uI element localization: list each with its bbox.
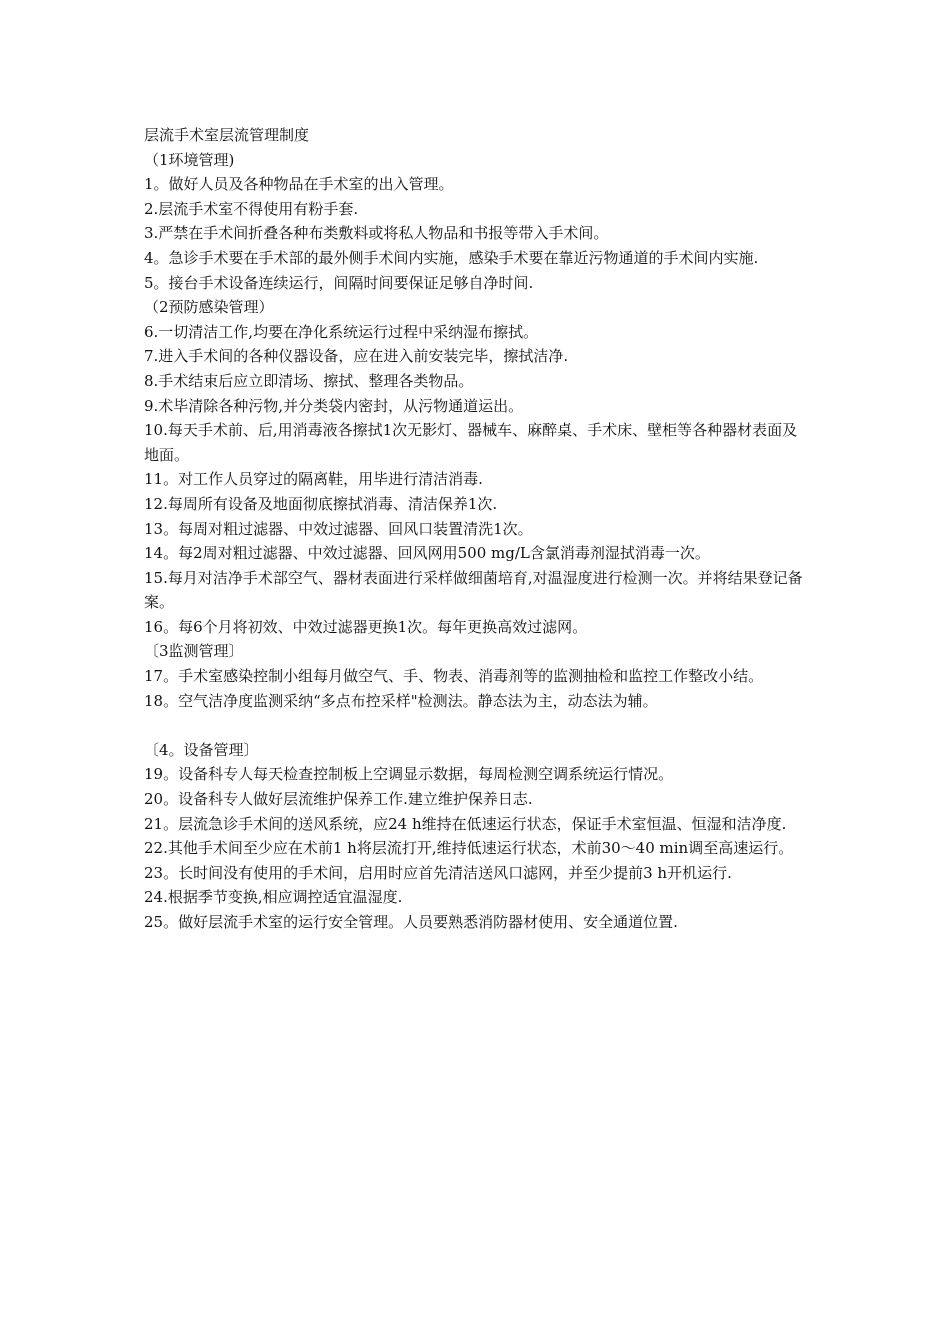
paragraph-line: 17。手术室感染控制小组每月做空气、手、物表、消毒剂等的监测抽检和监控工作整改小结。 [144, 667, 764, 686]
paragraph-line: 24.根据季节变换,相应调控适宜温湿度. [144, 888, 403, 907]
paragraph-line: 12.每周所有设备及地面彻底擦拭消毒、清洁保养1次. [144, 494, 498, 513]
blank-line [144, 713, 812, 738]
document-lines [144, 148, 812, 935]
paragraph-line: （2预防感染管理） [144, 298, 274, 317]
paragraph-line: 21。层流急诊手术间的送风系统，应24 h维持在低速运行状态，保证手术室恒温、恒湿和洁净度. [144, 814, 787, 833]
document-body [144, 123, 812, 935]
paragraph-line: 3.严禁在手术间折叠各种布类敷料或将私人物品和书报等带入手术间。 [144, 224, 609, 243]
paragraph-line: 11。对工作人员穿过的隔离鞋，用毕进行清洁消毒. [144, 470, 483, 489]
paragraph-line: 19。设备科专人每天检查控制板上空调显示数据，每周检测空调系统运行情况。 [144, 765, 674, 784]
paragraph-line: 2.层流手术室不得使用有粉手套. [144, 199, 359, 218]
paragraph-line: 5。接台手术设备连续运行，间隔时间要保证足够自净时间. [144, 273, 534, 292]
paragraph-line: 15.每月对洁净手术部空气、器材表面进行采样做细菌培育,对温湿度进行检测一次。并将结果登记备案。 [144, 568, 803, 612]
paragraph-line: 14。每2周对粗过滤器、中效过滤器、回风网用500 mg/L含氯消毒剂湿拭消毒一次。 [144, 544, 710, 563]
paragraph-line: 6.一切清洁工作,均要在净化系统运行过程中采纳湿布擦拭。 [144, 322, 539, 341]
paragraph-line: 〔3监测管理〕 [144, 642, 244, 661]
paragraph-line: 13。每周对粗过滤器、中效过滤器、回风口装置清洗1次。 [144, 519, 533, 538]
paragraph-line: 8.手术结束后应立即清场、擦拭、整理各类物品。 [144, 371, 474, 390]
paragraph-line: 18。空气洁净度监测采纳“多点布控采样"检测法。静态法为主，动态法为辅。 [144, 691, 658, 710]
paragraph-line: （1环境管理) [144, 150, 235, 169]
paragraph-line: 22.其他手术间至少应在术前1 h将层流打开,维持低速运行状态，术前30～40 min调至高速运行。 [144, 839, 794, 858]
paragraph-line: 16。每6个月将初效、中效过滤器更换1次。每年更换高效过滤网。 [144, 617, 588, 636]
paragraph-line: 7.进入手术间的各种仪器设备，应在进入前安装完毕，擦拭洁净. [144, 347, 569, 366]
paragraph-line: 25。做好层流手术室的运行安全管理。人员要熟悉消防器材使用、安全通道位置. [144, 913, 678, 931]
paragraph-line: 10.每天手术前、后,用消毒液各擦拭1次无影灯、器械车、麻醉桌、手术床、壁柜等各种器材表面及地面。 [144, 421, 798, 464]
paragraph-line: 9.术毕清除各种污物,并分类袋内密封，从污物通道运出。 [144, 396, 524, 415]
paragraph-line: 4。急诊手术要在手术部的最外侧手术间内实施，感染手术要在靠近污物通道的手术间内实施. [144, 248, 759, 267]
paragraph-line: 20。设备科专人做好层流维护保养工作.建立维护保养日志. [144, 790, 533, 809]
paragraph-line: 23。长时间没有使用的手术间，启用时应首先清洁送风口滤网，并至少提前3 h开机运行. [144, 863, 732, 882]
paragraph-line: 1。做好人员及各种物品在手术室的出入管理。 [144, 175, 454, 194]
paragraph-line: 〔4。设备管理〕 [144, 740, 259, 759]
document-title: 层流手术室层流管理制度 [144, 126, 310, 144]
